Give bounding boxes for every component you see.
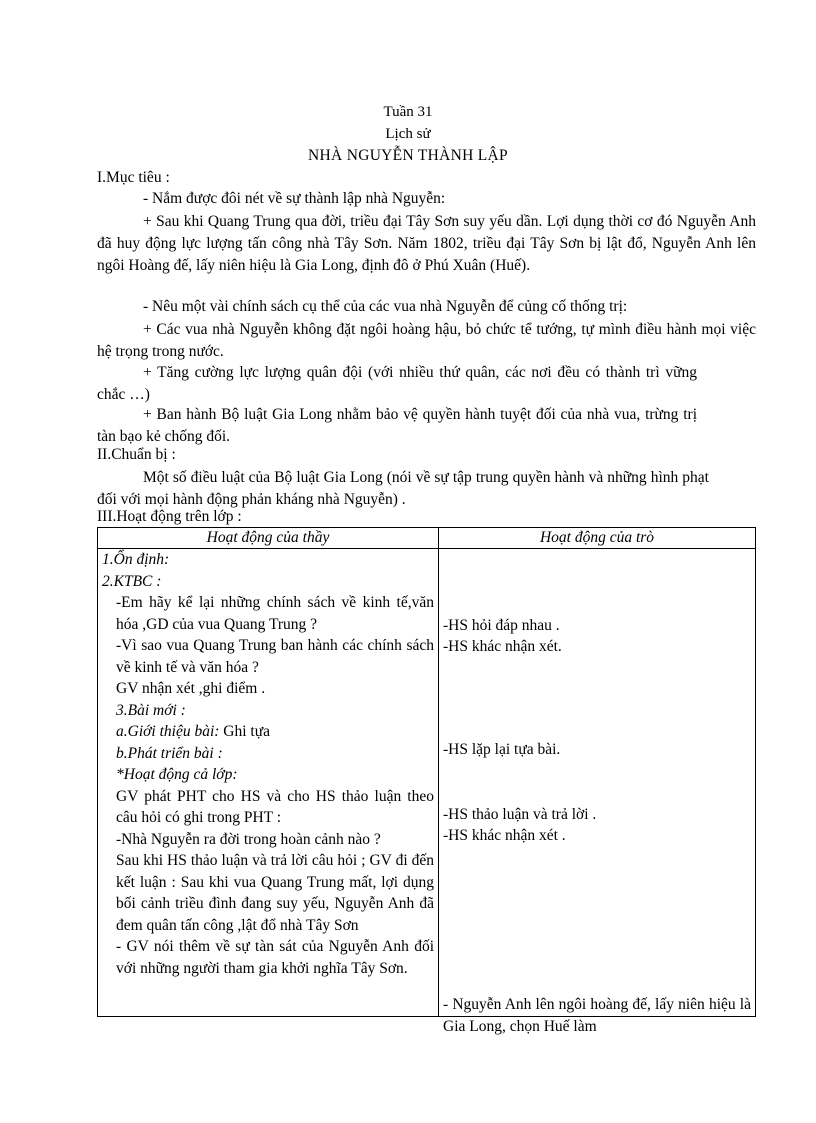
teacher-class-activity: *Hoạt động cả lớp: xyxy=(116,766,238,783)
teacher-question-1: -Em hãy kể lại những chính sách về kinh tế,văn hóa ,GD của vua Quang Trung ? xyxy=(116,594,434,633)
subject-label: Lịch sử xyxy=(385,126,431,142)
teacher-question-2: -Vì sao vua Quang Trung ban hành các chính sách về kinh tế và văn hóa ? xyxy=(116,637,434,676)
intro-label: a.Giới thiệu bài: xyxy=(116,723,220,740)
objective-1: - Nắm được đôi nét về sự thành lập nhà Nguyễn: xyxy=(143,190,446,207)
objectives-heading: I.Mục tiêu : xyxy=(97,169,170,186)
student-answer-6: - Nguyễn Anh lên ngôi hoàng đế, lấy niên hiệu là Gia Long, chọn Huế làm xyxy=(443,996,751,1035)
table-header-row xyxy=(98,528,756,549)
intro-text: Ghi tựa xyxy=(219,723,271,740)
objective-6: + Ban hành Bộ luật Gia Long nhằm bảo vệ quyền hành tuyệt đối của nhà vua, trừng trị tàn bạo kẻ chống đối. xyxy=(97,406,697,445)
student-answer-3: -HS lặp lại tựa bài. xyxy=(443,741,561,758)
week-label: Tuần 31 xyxy=(383,104,433,120)
objective-2: + Sau khi Quang Trung qua đời, triều đại Tây Sơn suy yếu dần. Lợi dụng thời cơ đó Nguyễn Anh đã huy động lực lượng tấn công nhà Tây Sơn. Năm 1802, triều đại Tây Sơn bị lật đổ, Nguyễn Anh lên ngôi Hoàng đế, lấy niên hiệu là Gia Long, định đô ở Phú Xuân (Huế). xyxy=(97,213,756,274)
student-activities-cell xyxy=(439,549,756,1035)
teacher-activities-cell xyxy=(98,549,439,1017)
teacher-develop: b.Phát triển bài : xyxy=(116,744,223,762)
teacher-worksheet: GV phát PHT cho HS và cho HS thảo luận theo câu hỏi có ghi trong PHT : xyxy=(116,787,434,826)
teacher-conclusion: Sau khi HS thảo luận và trả lời câu hỏi ; GV đi đến kết luận : Sau khi vua Quang Trung mất, lợi dụng bối cảnh triều đình đang suy yếu, Nguyễn Anh đã đem quân tấn công ,lật đổ nhà Tây Sơn xyxy=(116,852,434,934)
table-row xyxy=(98,549,756,1017)
teacher-column-header: Hoạt động của thầy xyxy=(98,528,439,549)
activities-heading: III.Hoạt động trên lớp : xyxy=(97,508,242,525)
teacher-intro xyxy=(102,721,434,743)
teacher-additional-note: - GV nói thêm về sự tàn sát của Nguyễn Anh đối với những người tham gia khởi nghĩa Tây Sơn. xyxy=(116,938,434,977)
objective-4: + Các vua nhà Nguyễn không đặt ngôi hoàng hậu, bỏ chức tể tướng, tự mình điều hành mọi việc hệ trọng trong nước. xyxy=(97,321,756,360)
student-answer-4: -HS thảo luận và trả lời . xyxy=(443,806,597,823)
student-column-header: Hoạt động của trò xyxy=(439,528,756,549)
teacher-question-3: -Nhà Nguyễn ra đời trong hoàn cảnh nào ? xyxy=(116,830,381,848)
preparation-heading: II.Chuẩn bị : xyxy=(97,446,176,463)
objective-3: - Nêu một vài chính sách cụ thể của các vua nhà Nguyễn để củng cố thống trị: xyxy=(143,298,628,315)
teacher-step-new-lesson: 3.Bài mới : xyxy=(116,701,186,719)
objective-5: + Tăng cường lực lượng quân đội (với nhiều thứ quân, các nơi đều có thành trì vững chắc …) xyxy=(97,364,697,403)
activities-table xyxy=(97,527,756,1035)
student-answer-2: -HS khác nhận xét. xyxy=(443,638,562,655)
lesson-title: NHÀ NGUYỄN THÀNH LẬP xyxy=(308,147,508,164)
student-answer-1: -HS hỏi đáp nhau . xyxy=(443,617,560,634)
preparation-text: Một số điều luật của Bộ luật Gia Long (nói về sự tập trung quyền hành và những hình phạt đối với mọi hành động phản kháng nhà Nguyễn) . xyxy=(97,469,709,508)
teacher-step-stabilize: 1.Ổn định: xyxy=(102,551,170,568)
teacher-grading: GV nhận xét ,ghi điểm . xyxy=(116,680,266,697)
teacher-step-review: 2.KTBC : xyxy=(102,572,162,590)
student-answer-5: -HS khác nhận xét . xyxy=(443,827,566,844)
